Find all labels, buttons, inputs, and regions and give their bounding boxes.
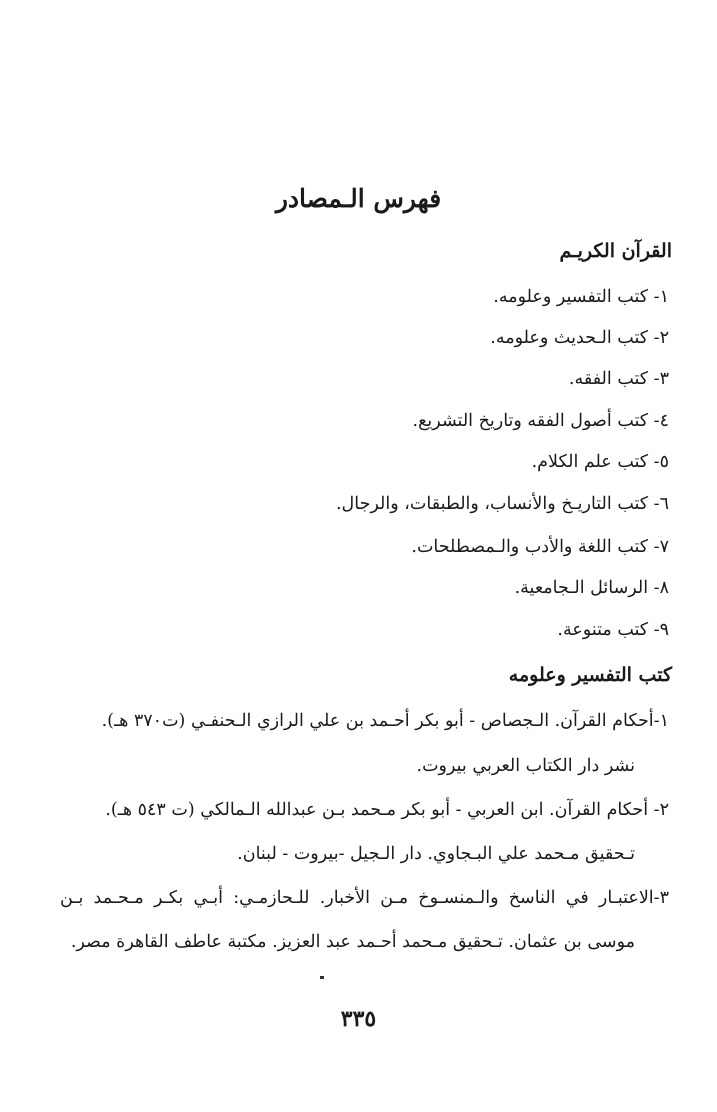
section-heading-tafsir: كتب التفسير وعلومه: [508, 664, 672, 686]
reference-entry-line: ٣-الاعتبـار في الناسخ والـمنسـوخ مـن الأخبار. للـحازمـي: أبـي بكـر مـحـمد بـن: [60, 888, 669, 908]
list-item: ١- كتب التفسير وعلومه.: [493, 287, 669, 307]
list-item: ٩- كتب متنوعة.: [557, 620, 669, 640]
page-number: ٣٣٥: [340, 1006, 377, 1032]
reference-entry-continuation: تـحقيق مـحمد علي البـجاوي. دار الـجيل -بيروت - لبنان.: [237, 844, 635, 864]
list-item: ٥- كتب علم الكلام.: [531, 452, 669, 472]
list-item: ٣- كتب الفقه.: [568, 369, 669, 389]
reference-entry-continuation: موسى بن عثمان. تـحقيق مـحمد أحـمد عبد العزيز. مكتبة عاطف القاهرة مصر.: [70, 932, 635, 952]
page-title: فهرس الـمصادر: [275, 184, 442, 213]
reference-entry-line: ١-أحكام القرآن. الـجصاص - أبو بكر أحـمد بن علي الرازي الـحنفـي (ت٣٧٠ هـ).: [101, 711, 669, 731]
reference-entry-line: ٢- أحكام القرآن. ابن العربي - أبو بكر مـحمد بـن عبدالله الـمالكي (ت ٥٤٣ هـ).: [105, 800, 669, 820]
list-item: ٢- كتب الـحديث وعلومه.: [490, 328, 669, 348]
reference-entry-continuation: نشر دار الكتاب العربي بيروت.: [416, 756, 635, 776]
divider-mark: [320, 976, 324, 979]
list-item: ٤- كتب أصول الفقه وتاريخ التشريع.: [412, 411, 669, 431]
list-item: ٦- كتب التاريـخ والأنساب، والطبقات، والرجال.: [335, 494, 669, 514]
list-item: ٨- الرسائل الـجامعية.: [514, 578, 669, 598]
section-heading-quran: القرآن الكريـم: [559, 240, 672, 262]
list-item: ٧- كتب اللغة والأدب والـمصطلحات.: [411, 537, 669, 557]
